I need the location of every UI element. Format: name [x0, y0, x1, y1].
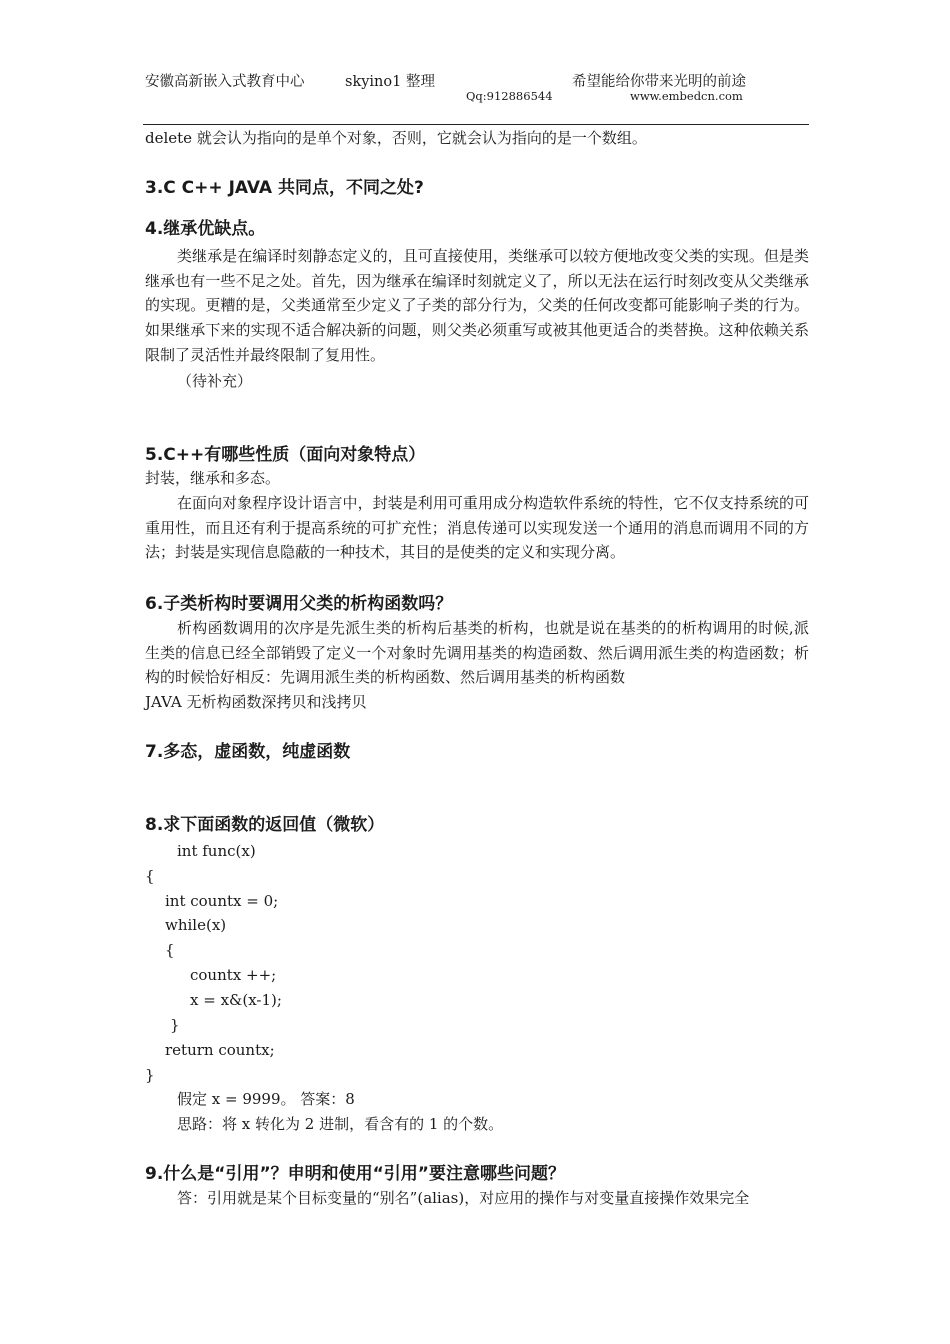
header-website: www.embedcn.com [630, 89, 743, 103]
q4-paragraph: 类继承是在编译时刻静态定义的，且可直接使用，类继承可以较方便地改变父类的实现。但是类继承也有一些不足之处。首先，因为继承在编译时刻就定义了，所以无法在运行时刻改变从父类继承的实现。更糟的是，父类通常至少定义了子类的部分行为，父类的任何改变都可能影响子类的行为。如果继承下来的实现不适合解决新的问题，则父类必须重写或被其他更适合的类替换。这种依赖关系限制了灵活性并最终限制了复用性。 [145, 247, 809, 364]
intro-line: delete 就会认为指向的是单个对象，否则，它就会认为指向的是一个数组。 [145, 129, 647, 147]
code-line: while(x) [165, 916, 227, 934]
code-line: return countx; [165, 1041, 275, 1059]
code-line: } [170, 1016, 180, 1034]
code-line: { [145, 867, 155, 885]
q9-answer: 答：引用就是某个目标变量的“别名”(alias)，对应用的操作与对变量直接操作效果完全 [177, 1189, 750, 1207]
code-line: x = x&(x-1); [190, 991, 282, 1009]
q8-assume: 假定 x = 9999。 答案：8 [177, 1090, 355, 1108]
q6-paragraph: 析构函数调用的次序是先派生类的析构后基类的析构，也就是说在基类的的析构调用的时候,派生类的信息已经全部销毁了定义一个对象时先调用基类的构造函数、然后调用派生类的构造函数；析构的时候恰好相反：先调用派生类的析构函数、然后调用基类的析构函数 [145, 619, 809, 687]
code-line: int countx = 0; [165, 892, 279, 910]
heading-q3: 3.C C++ JAVA 共同点，不同之处? [145, 178, 424, 198]
header-org: 安徽高新嵌入式教育中心 [145, 74, 305, 90]
heading-q5: 5.C++有哪些性质（面向对象特点） [145, 445, 426, 465]
header-motto: 希望能给你带来光明的前途 [572, 74, 746, 90]
q8-idea: 思路：将 x 转化为 2 进制，看含有的 1 的个数。 [177, 1115, 504, 1133]
heading-q6: 6.子类析构时要调用父类的析构函数吗？ [145, 594, 453, 614]
q4-note: （待补充） [177, 372, 253, 390]
code-line: } [145, 1066, 155, 1084]
header-divider [143, 124, 809, 125]
q6-java-line: JAVA 无析构函数深拷贝和浅拷贝 [145, 693, 367, 711]
header-qq: Qq:912886544 [466, 89, 553, 103]
code-line: { [165, 941, 175, 959]
q5-paragraph: 在面向对象程序设计语言中，封装是利用可重用成分构造软件系统的特性，它不仅支持系统的可重用性，而且还有利于提高系统的可扩充性；消息传递可以实现发送一个通用的消息而调用不同的方法；封装是实现信息隐蔽的一种技术，其目的是使类的定义和实现分离。 [145, 494, 809, 562]
q5-line1: 封装，继承和多态。 [145, 469, 281, 487]
heading-q4: 4.继承优缺点。 [145, 219, 266, 239]
heading-q8: 8.求下面函数的返回值（微软） [145, 815, 385, 835]
heading-q7: 7.多态，虚函数，纯虚函数 [145, 742, 351, 762]
header-author: skyino1 整理 [345, 74, 435, 90]
code-line: int func(x) [177, 842, 256, 860]
heading-q9: 9.什么是“引用”？申明和使用“引用”要注意哪些问题？ [145, 1164, 565, 1184]
code-line: countx ++; [190, 966, 277, 984]
